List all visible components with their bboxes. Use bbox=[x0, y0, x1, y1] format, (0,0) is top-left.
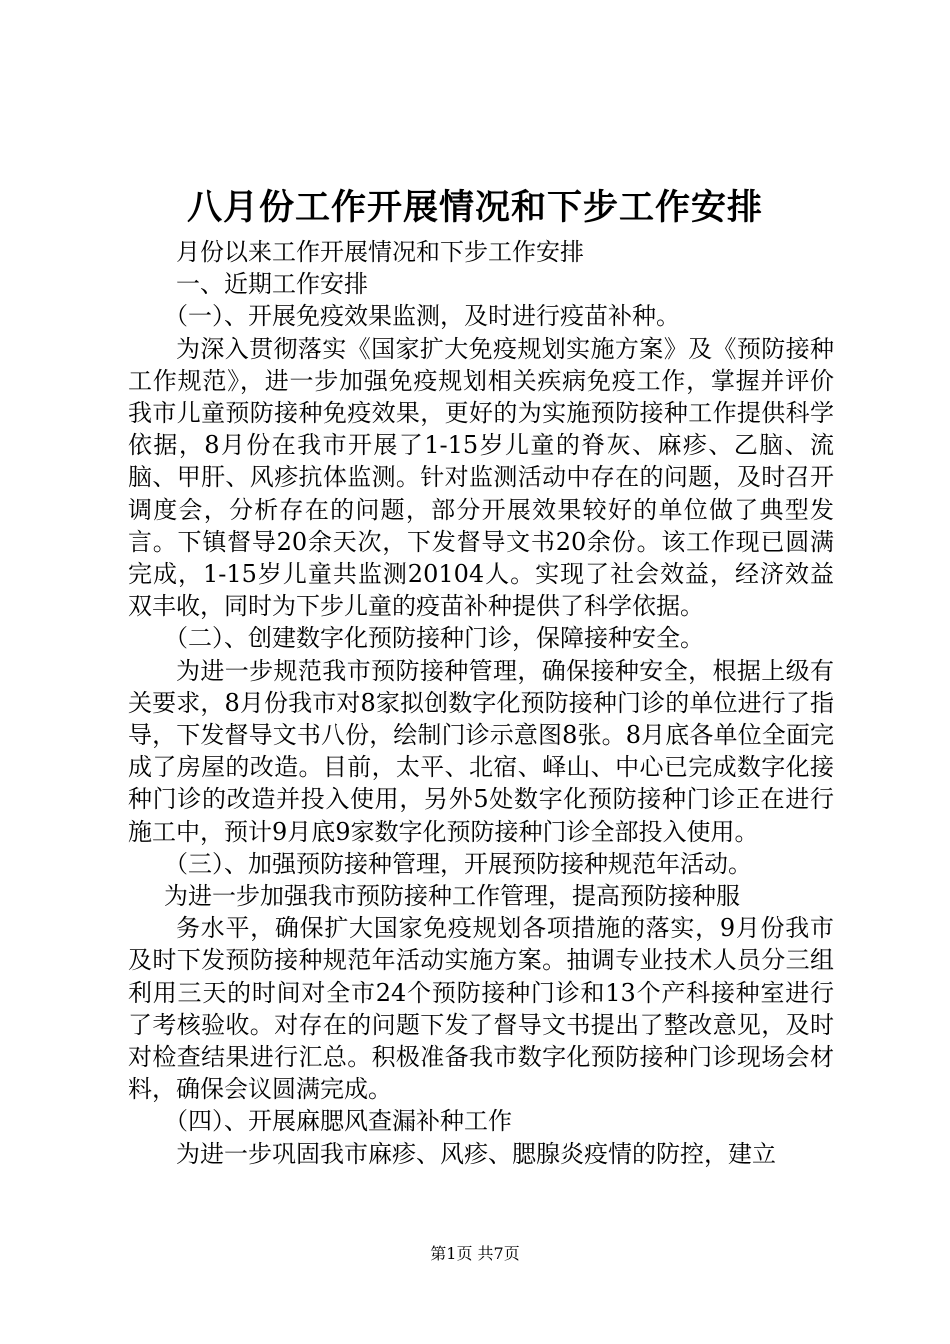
subsection-heading-1: （一）、开展免疫效果监测，及时进行疫苗补种。 bbox=[164, 302, 680, 331]
paragraph-intro: 月份以来工作开展情况和下步工作安排 bbox=[176, 238, 584, 266]
paragraph-2: 为进一步规范我市预防接种管理，确保接种安全，根据上级有关要求，8月份我市对8家拟创数字化预防接种门诊的单位进行了指导，下发督导文书八份，绘制门诊示意图8张。8月底各单位全面完成了房屋的改造。目前，太平、北宿、峄山、中心已完成数字化接种门诊的改造并投入使用，另外5处数字化预防接种门诊正在进行施工中，预计9月底9家数字化预防接种门诊全部投入使用。 bbox=[128, 656, 834, 846]
paragraph-1: 为深入贯彻落实《国家扩大免疫规划实施方案》及《预防接种工作规范》，进一步加强免疫规划相关疾病免疫工作，掌握并评价我市儿童预防接种免疫效果，更好的为实施预防接种工作提供科学依据，8月份在我市开展了1-15岁儿童的脊灰、麻疹、乙脑、流脑、甲肝、风疹抗体监测。针对监测活动中存在的问题，及时召开调度会，分析存在的问题，部分开展效果较好的单位做了典型发言。下镇督导20余天次，下发督导文书20余份。该工作现已圆满完成，1-15岁儿童共监测20104人。实现了社会效益，经济效益双丰收，同时为下步儿童的疫苗补种提供了科学依据。 bbox=[128, 334, 834, 621]
subsection-heading-2: （二）、创建数字化预防接种门诊，保障接种安全。 bbox=[164, 624, 704, 653]
section-heading-1: 一、近期工作安排 bbox=[176, 270, 368, 299]
subsection-heading-3: （三）、加强预防接种管理，开展预防接种规范年活动。 bbox=[164, 849, 752, 878]
paragraph-3-line: 为进一步加强我市预防接种工作管理，提高预防接种服 bbox=[164, 882, 740, 911]
paragraph-4: 为进一步巩固我市麻疹、风疹、腮腺炎疫情的防控，建立 bbox=[176, 1139, 776, 1168]
page-footer: 第1页 共7页 bbox=[430, 1244, 520, 1263]
document-body bbox=[128, 236, 834, 1170]
paragraph-3: 务水平，确保扩大国家免疫规划各项措施的落实，9月份我市及时下发预防接种规范年活动实施方案。抽调专业技术人员分三组利用三天的时间对全市24个预防接种门诊和13个产科接种室进行了考核验收。对存在的问题下发了督导文书提出了整改意见，及时对检查结果进行汇总。积极准备我市数字化预防接种门诊现场会材料，确保会议圆满完成。 bbox=[128, 914, 834, 1104]
subsection-heading-4: （四）、开展麻腮风查漏补种工作 bbox=[164, 1107, 512, 1136]
document-title: 八月份工作开展情况和下步工作安排 bbox=[186, 187, 763, 228]
